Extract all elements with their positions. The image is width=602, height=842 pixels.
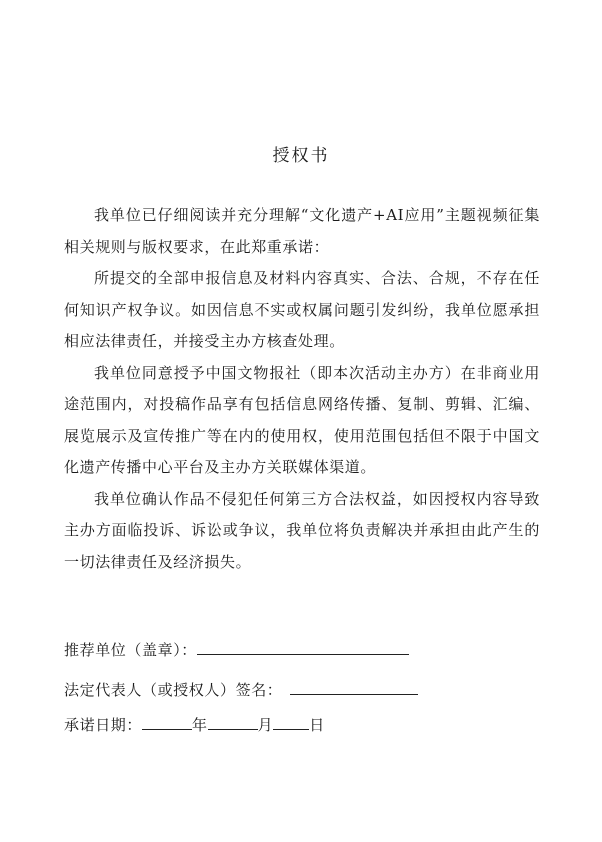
representative-label: 法定代表人（或授权人）签名： <box>64 681 283 699</box>
document-title: 授权书 <box>272 146 330 166</box>
month-label: 月 <box>257 716 274 734</box>
representative-signature-line <box>64 678 418 701</box>
paragraph-authenticity: 所提交的全部申报信息及材料内容真实、合法、合规，不存在任何知识产权争议。如因信息不实或权属问题引发纠纷，我单位愿承担相应法律责任，并接受主办方核查处理。 <box>64 269 540 350</box>
recommending-unit-label: 推荐单位（盖章）： <box>64 641 197 659</box>
commitment-date-line <box>64 713 325 736</box>
paragraph-license-grant: 我单位同意授予中国文物报社（即本次活动主办方）在非商业用途范围内，对投稿作品享有包括信息网络传播、复制、剪辑、汇编、展览展示及宣传推广等在内的使用权，使用范围包括但不限于中国文化遗产传播中心平台及主办方关联媒体渠道。 <box>64 363 540 476</box>
representative-signature-blank[interactable] <box>290 678 418 695</box>
date-label: 承诺日期： <box>64 716 143 734</box>
document-body <box>64 200 540 578</box>
day-label: 日 <box>309 716 325 734</box>
paragraph-non-infringement: 我单位确认作品不侵犯任何第三方合法权益，如因授权内容导致主办方面临投诉、诉讼或争议，我单位将负责解决并承担由此产生的一切法律责任及经济损失。 <box>64 489 540 571</box>
day-blank[interactable] <box>273 713 309 730</box>
recommending-unit-line <box>64 638 409 661</box>
paragraph-intro: 我单位已仔细阅读并充分理解“文化遗产+AI应用”主题视频征集相关规则与版权要求，在此郑重承诺： <box>64 206 540 256</box>
recommending-unit-blank[interactable] <box>197 638 409 655</box>
year-label: 年 <box>192 716 208 734</box>
year-blank[interactable] <box>142 713 192 730</box>
month-blank[interactable] <box>208 713 258 730</box>
